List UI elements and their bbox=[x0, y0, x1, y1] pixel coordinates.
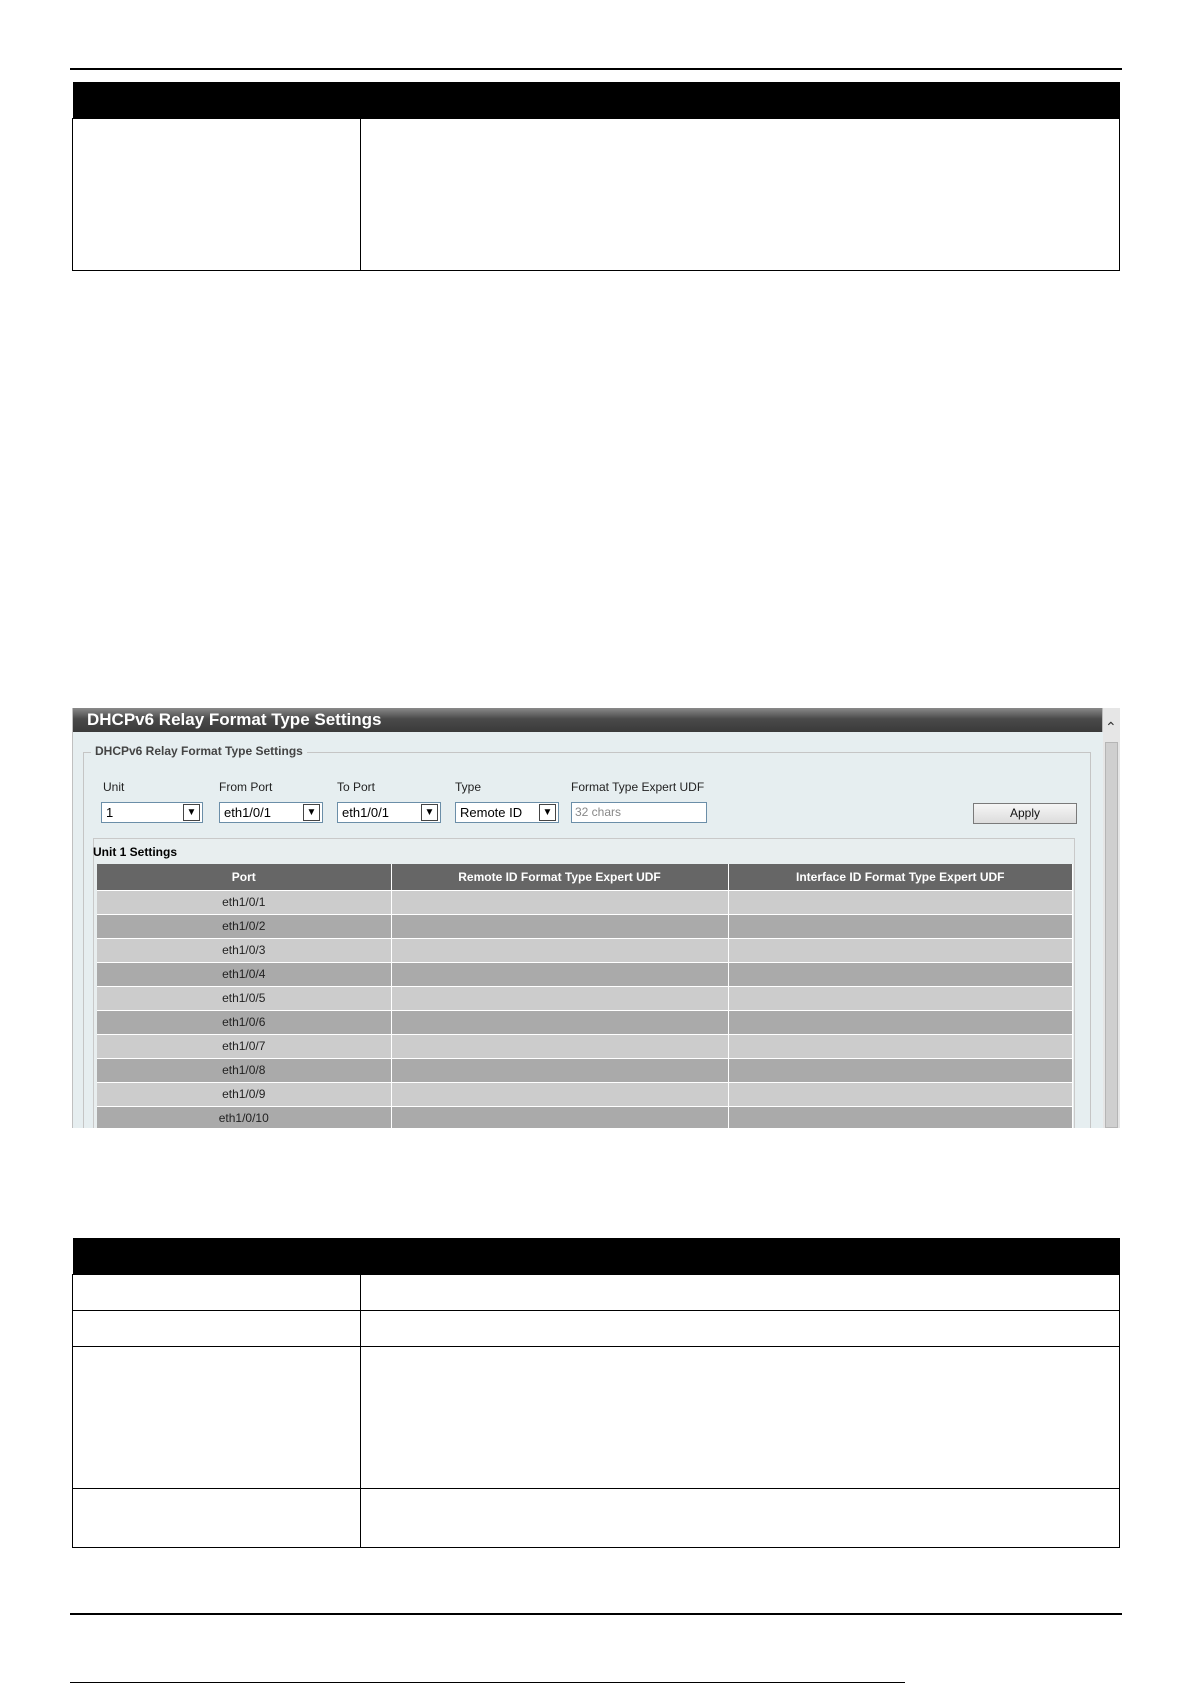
remote-id-cell bbox=[391, 890, 728, 914]
table-row bbox=[97, 986, 1073, 1010]
table-row bbox=[73, 1310, 1120, 1346]
column-header-port: Port bbox=[97, 864, 391, 890]
table-row bbox=[97, 1034, 1073, 1058]
table-row bbox=[73, 1346, 1120, 1488]
unit-label: Unit bbox=[103, 780, 125, 794]
table-header-row bbox=[73, 1238, 1120, 1274]
parameter-table-bottom bbox=[72, 1238, 1120, 1548]
table-row bbox=[97, 914, 1073, 938]
port-cell: eth1/0/8 bbox=[97, 1058, 391, 1082]
port-cell: eth1/0/6 bbox=[97, 1010, 391, 1034]
port-cell: eth1/0/3 bbox=[97, 938, 391, 962]
type-label: Type bbox=[455, 780, 482, 794]
header-rule bbox=[70, 68, 1122, 70]
remote-id-cell bbox=[391, 962, 728, 986]
table-row bbox=[97, 890, 1073, 914]
from-port-select[interactable] bbox=[219, 802, 323, 823]
remote-id-cell bbox=[391, 938, 728, 962]
dhcpv6-relay-format-type-panel bbox=[72, 708, 1120, 1128]
remote-id-cell bbox=[391, 1082, 728, 1106]
vertical-scrollbar[interactable] bbox=[1102, 708, 1120, 1128]
port-cell: eth1/0/4 bbox=[97, 962, 391, 986]
type-select-value: Remote ID bbox=[460, 805, 523, 820]
unit-select-value: 1 bbox=[106, 805, 114, 820]
to-port-select[interactable] bbox=[337, 802, 441, 823]
table-header-row bbox=[97, 864, 1073, 890]
type-select[interactable] bbox=[455, 802, 559, 823]
from-port-select-value: eth1/0/1 bbox=[224, 805, 271, 820]
table-row bbox=[73, 1488, 1120, 1547]
column-header-remote-id: Remote ID Format Type Expert UDF bbox=[391, 864, 728, 890]
remote-id-cell bbox=[391, 914, 728, 938]
fieldset-legend: DHCPv6 Relay Format Type Settings bbox=[91, 744, 307, 758]
remote-id-cell bbox=[391, 986, 728, 1010]
remote-id-cell bbox=[391, 1106, 728, 1128]
interface-id-cell bbox=[728, 1010, 1073, 1034]
unit-settings-label: Unit 1 Settings bbox=[93, 845, 178, 859]
table-row bbox=[97, 1082, 1073, 1106]
interface-id-cell bbox=[728, 914, 1073, 938]
table-row bbox=[97, 1010, 1073, 1034]
table-row bbox=[73, 118, 1120, 270]
remote-id-cell bbox=[391, 1058, 728, 1082]
interface-id-cell bbox=[728, 1058, 1073, 1082]
chevron-down-icon[interactable]: ▼ bbox=[421, 804, 438, 821]
from-port-label: From Port bbox=[219, 780, 273, 794]
chevron-down-icon[interactable]: ▼ bbox=[539, 804, 556, 821]
port-cell: eth1/0/2 bbox=[97, 914, 391, 938]
to-port-label: To Port bbox=[337, 780, 376, 794]
chevron-down-icon[interactable]: ▼ bbox=[303, 804, 320, 821]
port-cell: eth1/0/7 bbox=[97, 1034, 391, 1058]
interface-id-cell bbox=[728, 1034, 1073, 1058]
table-header-row bbox=[73, 82, 1120, 118]
to-port-select-value: eth1/0/1 bbox=[342, 805, 389, 820]
table-row bbox=[97, 1106, 1073, 1128]
table-row bbox=[97, 962, 1073, 986]
udf-label: Format Type Expert UDF bbox=[571, 780, 705, 794]
panel-title: DHCPv6 Relay Format Type Settings bbox=[73, 708, 1103, 732]
interface-id-cell bbox=[728, 938, 1073, 962]
interface-id-cell bbox=[728, 962, 1073, 986]
table-row bbox=[97, 1058, 1073, 1082]
table-row bbox=[73, 1274, 1120, 1310]
chevron-down-icon[interactable]: ▼ bbox=[183, 804, 200, 821]
port-cell: eth1/0/1 bbox=[97, 890, 391, 914]
scroll-up-icon[interactable]: ⌃ bbox=[1105, 719, 1117, 735]
interface-id-cell bbox=[728, 1106, 1073, 1128]
panel-content bbox=[73, 732, 1103, 1128]
interface-id-cell bbox=[728, 986, 1073, 1010]
udf-input[interactable]: 32 chars bbox=[571, 802, 707, 823]
table-row bbox=[97, 938, 1073, 962]
port-cell: eth1/0/9 bbox=[97, 1082, 391, 1106]
parameter-table-top bbox=[72, 82, 1120, 271]
interface-id-cell bbox=[728, 890, 1073, 914]
scrollbar-thumb[interactable] bbox=[1105, 742, 1118, 1128]
port-cell: eth1/0/10 bbox=[97, 1106, 391, 1128]
remote-id-cell bbox=[391, 1034, 728, 1058]
port-settings-table bbox=[97, 864, 1073, 1128]
apply-button[interactable]: Apply bbox=[973, 803, 1077, 824]
column-header-interface-id: Interface ID Format Type Expert UDF bbox=[728, 864, 1073, 890]
footer-rule-secondary bbox=[70, 1682, 905, 1683]
port-cell: eth1/0/5 bbox=[97, 986, 391, 1010]
remote-id-cell bbox=[391, 1010, 728, 1034]
unit-select[interactable] bbox=[101, 802, 203, 823]
footer-rule bbox=[70, 1613, 1122, 1615]
interface-id-cell bbox=[728, 1082, 1073, 1106]
